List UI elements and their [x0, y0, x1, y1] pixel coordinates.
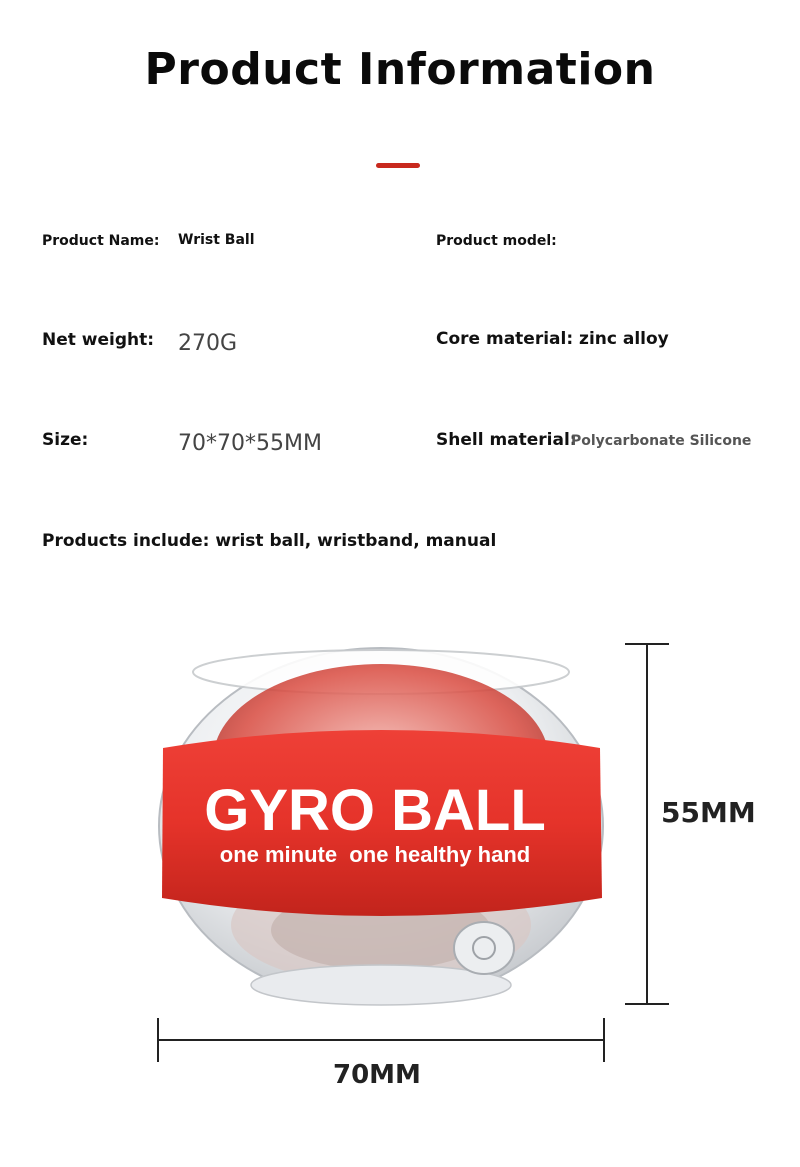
product-name-label: Product Name: — [42, 233, 160, 249]
products-include-label: Products include: wrist ball, wristband, manual — [42, 531, 497, 551]
band-slogan: one minute one healthy hand — [219, 842, 531, 867]
net-weight-label: Net weight: — [42, 330, 155, 350]
product-name-value: Wrist Ball — [178, 232, 255, 248]
shell-material-value: Polycarbonate Silicone — [571, 433, 752, 449]
height-dimension-label: 55MM — [661, 796, 756, 829]
core-material-label: Core material: zinc alloy — [436, 329, 669, 349]
size-label: Size: — [42, 430, 89, 450]
band-title: GYRO BALL — [204, 778, 546, 843]
page-title: Product Information — [144, 44, 656, 95]
shell-material-label: Shell material: — [436, 430, 577, 450]
title-accent-bar — [376, 163, 420, 168]
size-value: 70*70*55MM — [178, 431, 322, 456]
product-image-area — [0, 600, 800, 1120]
product-model-label: Product model: — [436, 233, 557, 249]
width-dimension-label: 70MM — [333, 1060, 421, 1090]
gyro-ball-illustration — [0, 600, 800, 1120]
net-weight-value: 270G — [178, 331, 238, 356]
